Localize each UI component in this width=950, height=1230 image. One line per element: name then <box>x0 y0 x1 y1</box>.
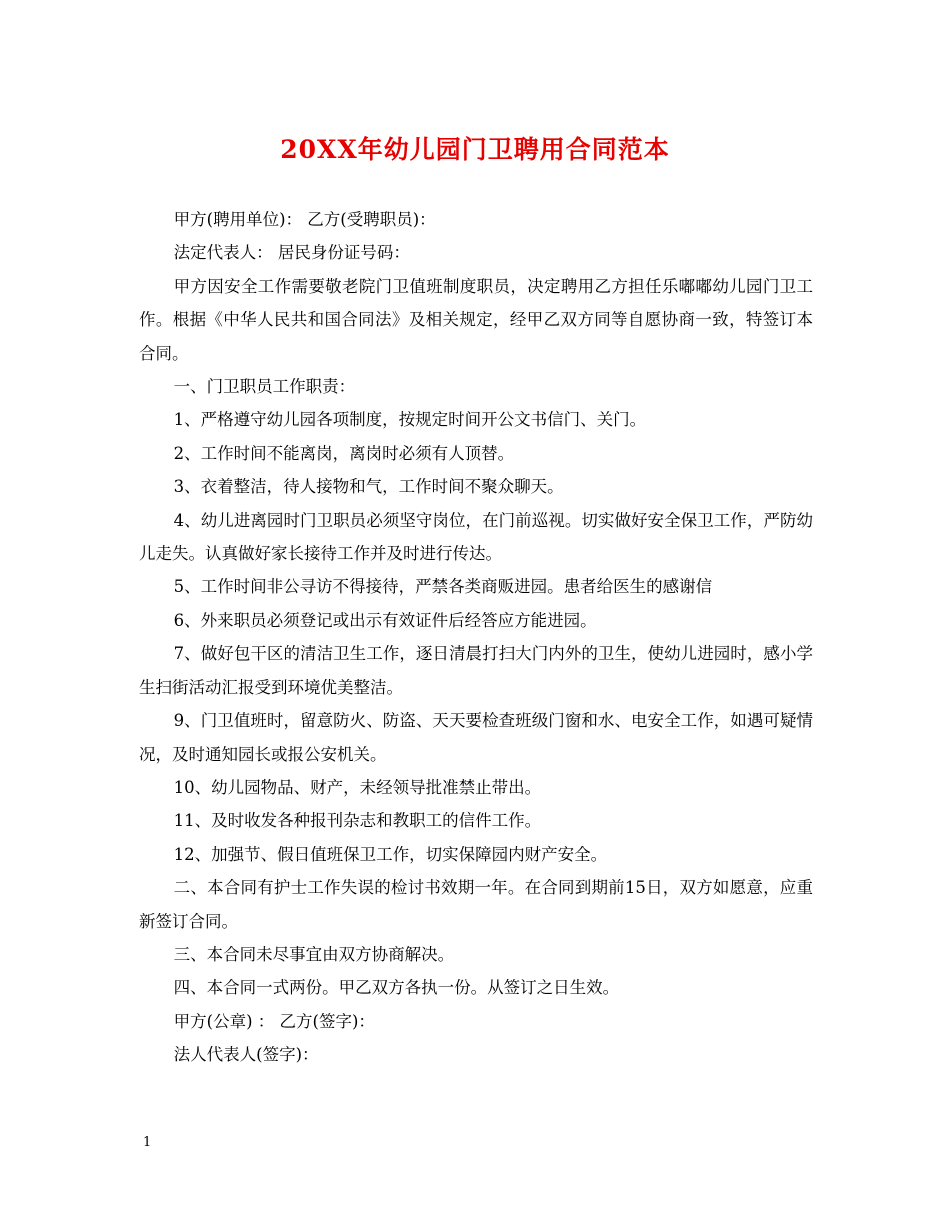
legal-representative-signature-line: 法人代表人(签字)： <box>173 1045 319 1065</box>
duty-item: 12、加强节、假日值班保卫工作，切实保障园内财产安全。 <box>173 844 608 864</box>
duty-item: 7、做好包干区的清洁卫生工作，逐日清晨打扫大门内外的卫生，使幼儿进园时，感小学生扫街活动汇报受到环境优美整洁。 <box>139 644 813 697</box>
duty-item: 11、及时收发各种报刊杂志和教职工的信件工作。 <box>173 811 542 831</box>
representative-line: 法定代表人： 居民身份证号码： <box>173 243 410 263</box>
section-copies: 四、本合同一式两份。甲乙双方各执一份。从签订之日生效。 <box>173 978 620 998</box>
section-heading-duties: 一、门卫职员工作职责： <box>173 377 356 397</box>
duty-item: 6、外来职员必须登记或出示有效证件后经答应方能进园。 <box>173 610 597 630</box>
duty-item: 2、工作时间不能离岗，离岗时必须有人顶替。 <box>173 443 515 463</box>
document-title: 20XX年幼儿园门卫聘用合同范本 <box>280 135 670 164</box>
duty-item: 4、幼儿进离园时门卫职员必须坚守岗位，在门前巡视。切实做好安全保卫工作，严防幼儿走失。认真做好家长接待工作并及时进行传达。 <box>139 510 813 564</box>
duty-item: 5、工作时间非公寻访不得接待，严禁各类商贩进园。患者给医生的感谢信 <box>173 577 713 597</box>
signature-line: 甲方(公章) ： 乙方(签字)： <box>173 1011 375 1031</box>
duty-item: 1、严格遵守幼儿园各项制度，按规定时间开公文书信门、关门。 <box>173 410 647 430</box>
section-negotiation: 三、本合同未尽事宜由双方协商解决。 <box>173 944 455 964</box>
document-body <box>139 203 813 1072</box>
duty-item: 9、门卫值班时，留意防火、防盗、天天要检查班级门窗和水、电安全工作，如遇可疑情况，及时通知园长或报公安机关。 <box>139 711 813 764</box>
section-term: 二、本合同有护士工作失误的检讨书效期一年。在合同到期前15日，双方如愿意，应重新签订合同。 <box>139 878 813 931</box>
party-line: 甲方(聘用单位)： 乙方(受聘职员)： <box>173 210 436 229</box>
page-number: 1 <box>143 1135 152 1150</box>
preamble-paragraph: 甲方因安全工作需要敬老院门卫值班制度职员，决定聘用乙方担任乐嘟嘟幼儿园门卫工作。根据《中华人民共和国合同法》及相关规定，经甲乙双方同等自愿协商一致，特签订本合同。 <box>139 276 813 363</box>
duty-item: 10、幼儿园物品、财产，未经领导批准禁止带出。 <box>173 777 542 797</box>
duty-item: 3、衣着整洁，待人接物和气，工作时间不聚众聊天。 <box>173 477 564 497</box>
